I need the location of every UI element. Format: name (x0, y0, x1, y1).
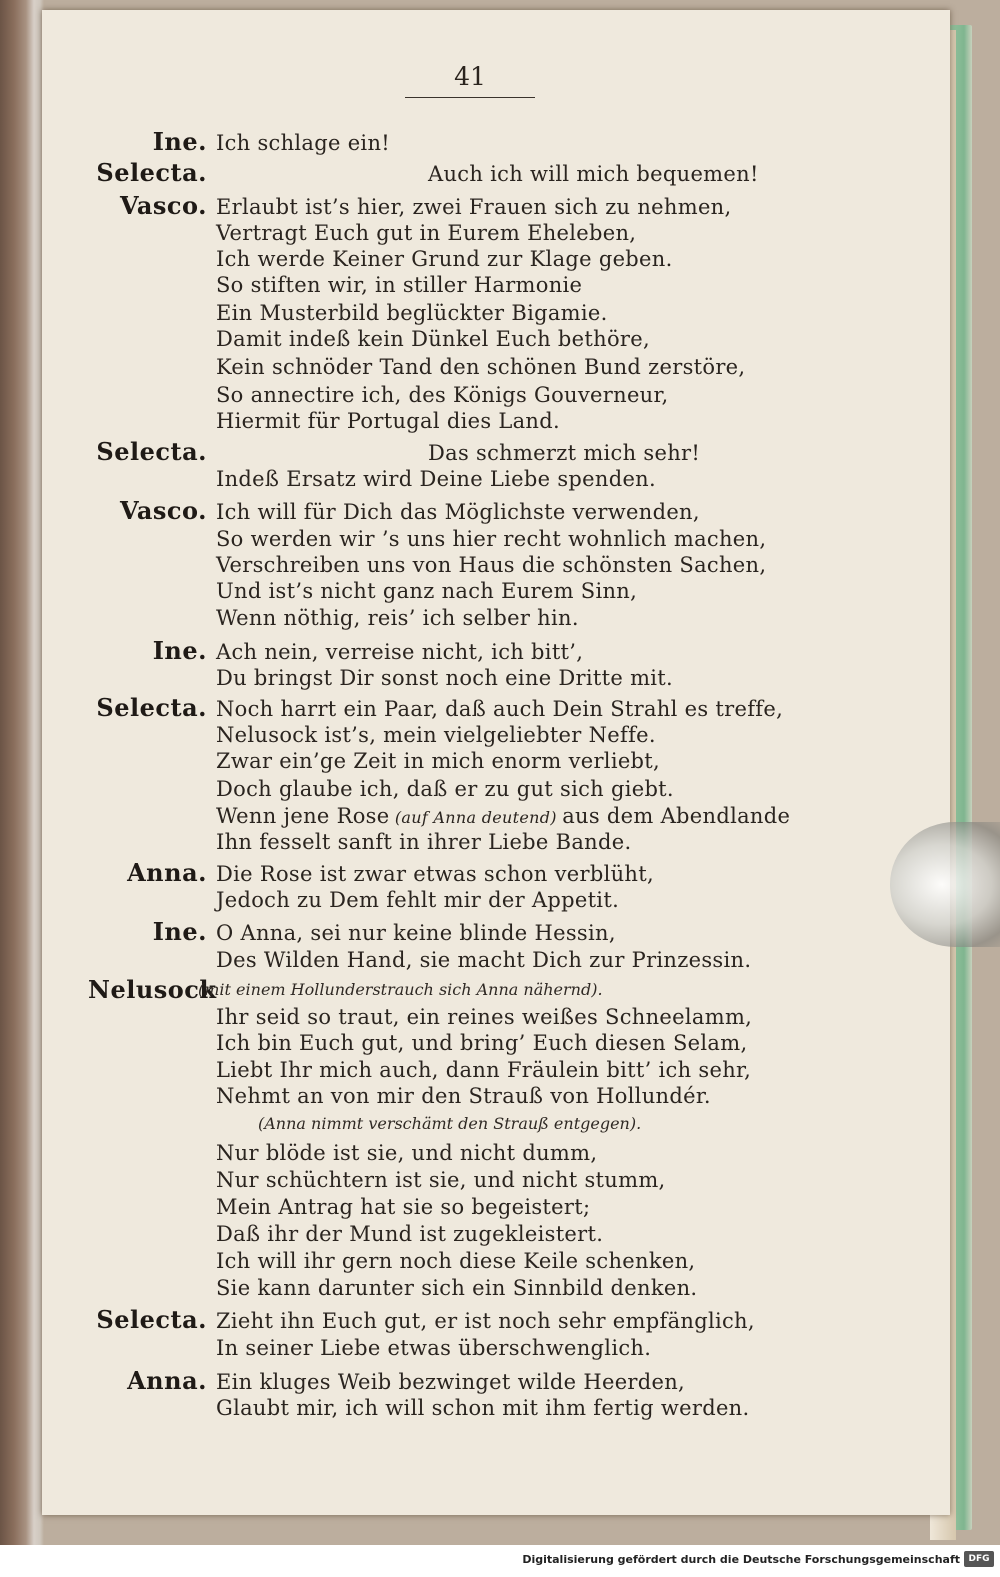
verse-line (216, 1031, 747, 1055)
verse-line (216, 327, 650, 351)
verse-text: Nur blöde ist sie, und nicht dumm, (216, 1141, 598, 1165)
verse-text: Die Rose ist zwar etwas schon verblüht, (216, 862, 654, 886)
verse-text: So stiften wir, in stiller Harmonie (216, 273, 583, 297)
speaker-name: Ine. (152, 127, 207, 156)
verse-text: Glaubt mir, ich will schon mit ihm fertig werden. (216, 1396, 750, 1420)
verse-text: Kein schnöder Tand den schönen Bund zerstöre, (216, 355, 746, 379)
verse-line (216, 579, 637, 603)
verse-line (216, 1370, 685, 1394)
verse-line (216, 640, 583, 664)
verse-line (216, 606, 579, 630)
verse-line (216, 921, 616, 945)
footer-credit: Digitalisierung gefördert durch die Deutsche Forschungsgemeinschaft (522, 1553, 960, 1566)
verse-line (216, 355, 745, 379)
verse-line (216, 273, 582, 297)
verse-line (216, 247, 673, 271)
speaker-name: Nelusock (88, 975, 217, 1004)
verse-line (216, 697, 783, 721)
verse-text: Nelusock ist’s, mein vielgeliebter Neffe. (216, 723, 656, 747)
verse-text: Ihr seid so traut, ein reines weißes Schneelamm, (216, 1005, 753, 1029)
speaker-name: Vasco. (119, 496, 207, 525)
verse-text: Noch harrt ein Paar, daß auch Dein Strahl es treffe, (216, 697, 784, 721)
dfg-logo: DFG (964, 1551, 994, 1567)
verse-line (216, 1005, 752, 1029)
speaker-name: Ine. (152, 917, 207, 946)
speaker-name: Selecta. (96, 693, 207, 722)
verse-line (216, 1336, 651, 1360)
verse-text: O Anna, sei nur keine blinde Hessin, (216, 921, 616, 945)
verse-text: Ich will für Dich das Möglichste verwenden, (216, 500, 700, 524)
speaker-name: Selecta. (96, 1305, 207, 1334)
verse-line (216, 500, 700, 524)
verse-line (216, 666, 673, 690)
verse-line (216, 1396, 750, 1420)
verse-line (216, 1309, 755, 1333)
verse-text: Und ist’s nicht ganz nach Eurem Sinn, (216, 579, 638, 603)
verse-text: So annectire ich, des Königs Gouverneur, (216, 383, 669, 407)
verse-text: Nehmt an von mir den Strauß von Hollundér. (216, 1084, 711, 1108)
verse-line (216, 948, 751, 972)
verse-text: Ich werde Keiner Grund zur Klage geben. (216, 247, 673, 271)
verse-text: Vertragt Euch gut in Eurem Eheleben, (216, 221, 637, 245)
verse-line (216, 1276, 697, 1300)
verse-text: Hiermit für Portugal dies Land. (216, 409, 560, 433)
verse-text: Auch ich will mich bequemen! (428, 162, 759, 186)
speaker-name: Selecta. (96, 158, 207, 187)
verse-line (216, 1141, 597, 1165)
verse-text: Sie kann darunter sich ein Sinnbild denken. (216, 1276, 698, 1300)
verse-line (428, 441, 700, 465)
verse-line (216, 749, 660, 773)
speaker-name: Anna. (127, 858, 207, 887)
verse-text: Ach nein, verreise nicht, ich bitt’, (216, 640, 584, 664)
verse-text: Doch glaube ich, daß er zu gut sich giebt. (216, 777, 674, 801)
verse-line (216, 195, 731, 219)
speaker-name: Ine. (152, 636, 207, 665)
verse-line (216, 888, 619, 912)
verse-line (216, 467, 656, 491)
verse-text: Ihn fesselt sanft in ihrer Liebe Bande. (216, 830, 632, 854)
stage-direction: (mit einem Hollunderstrauch sich Anna nähernd). (198, 980, 603, 999)
verse-text: Mein Antrag hat sie so begeistert; (216, 1195, 591, 1219)
verse-line (216, 830, 631, 854)
page-number-rule (405, 97, 535, 98)
verse-text: Zwar ein’ge Zeit in mich enorm verliebt, (216, 749, 661, 773)
verse-text: Nur schüchtern ist sie, und nicht stumm, (216, 1168, 666, 1192)
verse-text: Ich will ihr gern noch diese Keile schenken, (216, 1249, 696, 1273)
verse-text: Ein Musterbild beglückter Bigamie. (216, 301, 608, 325)
verse-line (216, 553, 766, 577)
verse-text: Du bringst Dir sonst noch eine Dritte mit. (216, 666, 674, 690)
verse-line (216, 131, 390, 155)
verse-text: Wenn nöthig, reis’ ich selber hin. (216, 606, 579, 630)
verse-text: Ich schlage ein! (216, 131, 391, 155)
page-number: 41 (454, 62, 486, 91)
verse-line (216, 383, 669, 407)
verse-text: Das schmerzt mich sehr! (428, 441, 701, 465)
verse-text: Ich bin Euch gut, und bring’ Euch diesen Selam, (216, 1031, 748, 1055)
verse-text: Jedoch zu Dem fehlt mir der Appetit. (216, 888, 620, 912)
verse-text: Zieht ihn Euch gut, er ist noch sehr empfänglich, (216, 1309, 755, 1333)
stage-direction: (auf Anna deutend) (389, 808, 563, 827)
stage-direction: (Anna nimmt verschämt den Strauß entgegen). (258, 1114, 642, 1133)
verse-line (428, 162, 759, 186)
verse-line (216, 1222, 603, 1246)
verse-text: Verschreiben uns von Haus die schönsten Sachen, (216, 553, 767, 577)
verse-text: Ein kluges Weib bezwinget wilde Heerden, (216, 1370, 686, 1394)
verse-line (216, 777, 674, 801)
speaker-name: Vasco. (119, 191, 207, 220)
verse-line (216, 409, 560, 433)
verse-line (216, 1058, 751, 1082)
verse-line (216, 1084, 711, 1108)
speaker-name: Anna. (127, 1366, 207, 1395)
verse-text: Liebt Ihr mich auch, dann Fräulein bitt’ ich sehr, (216, 1058, 752, 1082)
verse-line (216, 301, 608, 325)
verse-text: aus dem Abendlande (562, 804, 791, 828)
verse-line (216, 527, 766, 551)
verse-text: Indeß Ersatz wird Deine Liebe spenden. (216, 467, 656, 491)
verse-line (216, 1249, 695, 1273)
verse-line (216, 221, 636, 245)
verse-line (216, 804, 790, 828)
verse-text: Wenn jene Rose (216, 804, 390, 828)
verse-line (216, 862, 654, 886)
verse-text: Erlaubt ist’s hier, zwei Frauen sich zu nehmen, (216, 195, 732, 219)
verse-line (216, 723, 656, 747)
speaker-name: Selecta. (96, 437, 207, 466)
verse-line (216, 1168, 666, 1192)
verse-text: In seiner Liebe etwas überschwenglich. (216, 1336, 652, 1360)
verse-line (216, 1195, 590, 1219)
verse-text: Daß ihr der Mund ist zugekleistert. (216, 1222, 604, 1246)
verse-text: Des Wilden Hand, sie macht Dich zur Prinzessin. (216, 948, 752, 972)
verse-text: Damit indeß kein Dünkel Euch bethöre, (216, 327, 650, 351)
verse-text: So werden wir ’s uns hier recht wohnlich machen, (216, 527, 767, 551)
